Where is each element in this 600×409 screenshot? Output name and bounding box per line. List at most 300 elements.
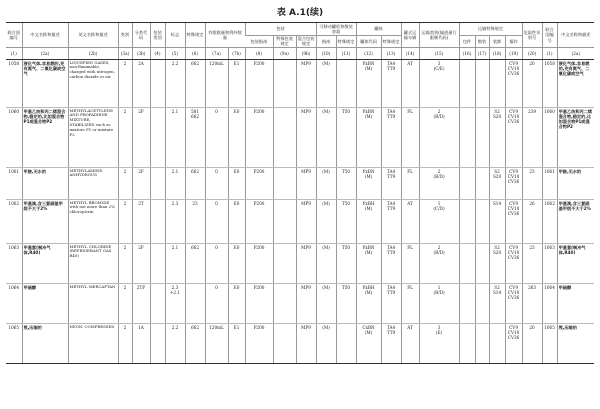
col-num: (14) [401, 48, 419, 60]
cell-line: TA4 [386, 324, 396, 330]
cell-pk-instr: P200 [245, 108, 273, 168]
cell-line: TA4 [386, 60, 396, 66]
cell-line: TT9 [386, 205, 396, 211]
cell-tank-code [356, 168, 381, 200]
cell-cat [419, 284, 459, 324]
col-num: (3b) [132, 48, 150, 60]
cell-line: +2.1 [169, 289, 181, 295]
cell-line: CV9 [509, 200, 518, 206]
cell-line: S2 [494, 244, 500, 250]
header-tank-code: 罐体代码 [356, 35, 381, 48]
cell-line: 662 [191, 113, 199, 119]
cell-lq: 0 [205, 168, 228, 200]
cell-tank-sp [336, 324, 356, 364]
cell-pg [150, 244, 165, 284]
cell-cat [419, 244, 459, 284]
cell-line: PxBN [362, 108, 375, 114]
cell-sp: 23 [185, 200, 205, 244]
cell-tank-instr: (M) [316, 324, 336, 364]
cell-class-code: 2TF [132, 284, 150, 324]
cell-line: CV36 [507, 295, 520, 300]
cell-tank-sp2 [381, 108, 401, 168]
cell-tank-sp2 [381, 284, 401, 324]
cell-line: CV10 [507, 173, 520, 179]
cell-sp [185, 108, 205, 168]
header-packing-group: 包装类别 [150, 23, 165, 48]
cell-tank-sp: T50 [336, 284, 356, 324]
cell-un2: 1064 [542, 284, 557, 324]
header-transport-category: 运输类别(隧道通行限制代码) [419, 23, 459, 48]
cell-un: 1060 [6, 108, 22, 168]
cell-line: (M) [364, 205, 373, 211]
cell-carrier: FL [401, 244, 419, 284]
cell-hazard-id: 23 [522, 168, 542, 200]
cell-class-code: 2F [132, 108, 150, 168]
cell-carrier: AT [401, 60, 419, 108]
cell-label: 2.2 [165, 324, 185, 364]
cell-line: (E) [435, 329, 443, 335]
cell-tank-instr: (M) [316, 200, 336, 244]
col-num: (7b) [228, 48, 245, 60]
cell-eq: E0 [228, 168, 245, 200]
cell-line: (B/D) [433, 113, 445, 119]
cell-line: 3 [437, 60, 441, 66]
cell-s [489, 108, 505, 168]
col-num: (20) [522, 48, 542, 60]
cell-pg [150, 60, 165, 108]
cell-hazard-id: 23 [522, 244, 542, 284]
cell-tank-sp2 [381, 60, 401, 108]
cell-bulk [475, 60, 489, 108]
cell-pk-sp [273, 108, 296, 168]
cell-name-cn2: 氖,压缩的 [557, 324, 594, 364]
cell-pk-sp [273, 200, 296, 244]
header-transport-special: 运输特殊规定 [459, 23, 522, 36]
cell-line: TA4 [386, 200, 396, 206]
cell-carrier: AT [401, 324, 419, 364]
cell-class: 2 [118, 200, 132, 244]
header-packing-instructions: 包装指南 [250, 38, 268, 44]
cell-op [505, 244, 522, 284]
cell-s [489, 284, 505, 324]
cell-name-cn: 甲基氯(制冷气体,R40) [22, 244, 68, 284]
cell-name-cn2: 甲基氯(制冷气体,R40) [557, 244, 594, 284]
cell-line: 2 [437, 168, 441, 174]
cell-eq: E0 [228, 200, 245, 244]
cell-name-cn: 甲基溴,含三氯硝基甲烷不大于2% [22, 200, 68, 244]
cell-line: TA4 [386, 108, 396, 114]
cell-mixed: MP9 [296, 200, 316, 244]
cell-class: 2 [118, 284, 132, 324]
cell-sp: 662 [185, 324, 205, 364]
col-num: (10) [316, 48, 336, 60]
cell-line: S2 [494, 108, 500, 114]
cell-tank-sp: T50 [336, 168, 356, 200]
cell-line: (B/D) [433, 173, 445, 179]
header-mixed-packing: 混合包装规定 [297, 36, 315, 47]
cell-mixed: MP9 [296, 244, 316, 284]
cell-line: TT9 [386, 249, 396, 255]
cell-eq: E0 [228, 108, 245, 168]
cell-class: 2 [118, 108, 132, 168]
col-num: (2a) [557, 48, 594, 60]
cell-pg [150, 200, 165, 244]
dangerous-goods-table [6, 22, 594, 364]
cell-line: CV10 [507, 65, 520, 71]
cell-line: CV10 [507, 113, 520, 119]
cell-line: (M) [364, 173, 373, 179]
header-bulk: 散装 [475, 35, 489, 48]
cell-label: 2.2 [165, 60, 185, 108]
cell-name-cn: 甲胺,无水的 [22, 168, 68, 200]
cell-name-en: NEON, COMPRESSED [68, 324, 118, 364]
header-special-packing: 特殊包装规定 [273, 35, 296, 48]
cell-line: CV9 [509, 108, 518, 114]
cell-tank-sp2 [381, 168, 401, 200]
cell-carrier: FL [401, 168, 419, 200]
header-un: 联合国编号 [6, 23, 22, 48]
col-num: (13) [381, 48, 401, 60]
cell-line: TT9 [386, 113, 396, 119]
cell-hazard-id: 20 [522, 324, 542, 364]
cell-line: S20 [492, 173, 502, 179]
cell-tank-code [356, 244, 381, 284]
table-row [6, 168, 594, 200]
cell-tank-instr: (M) [316, 244, 336, 284]
col-num: (12) [356, 48, 381, 60]
cell-class: 2 [118, 168, 132, 200]
cell-label: 2.1 [165, 108, 185, 168]
cell-pkg [459, 244, 475, 284]
cell-tank-instr: (M) [316, 168, 336, 200]
cell-label: 2.1 [165, 244, 185, 284]
cell-sp [185, 284, 205, 324]
header-un-2: 联合国编号 [542, 23, 557, 48]
cell-line: CV9 [509, 324, 518, 330]
cell-bulk [475, 284, 489, 324]
cell-name-en: METHYL CHLORIDE (REFRIGERANT GAS R40) [68, 244, 118, 284]
cell-line: S2 [494, 284, 500, 290]
cell-pk-sp [273, 324, 296, 364]
cell-bulk [475, 108, 489, 168]
column-number-row [6, 48, 594, 60]
cell-un: 1065 [6, 324, 22, 364]
cell-s [489, 324, 505, 364]
cell-pk-instr: P200 [245, 168, 273, 200]
cell-name-cn: 氖,压缩的 [22, 324, 68, 364]
cell-name-en: METHYL BROMIDE with not more than 2% chloropicrin [68, 200, 118, 244]
cell-un: 1062 [6, 200, 22, 244]
cell-line: TA4 [386, 168, 396, 174]
cell-s [489, 60, 505, 108]
cell-un: 1064 [6, 284, 22, 324]
cell-op [505, 324, 522, 364]
cell-tank-instr: (M) [316, 60, 336, 108]
cell-line: (M) [364, 65, 373, 71]
cell-pk-sp [273, 244, 296, 284]
cell-line: TT9 [386, 173, 396, 179]
cell-line: PxBN [362, 168, 375, 174]
cell-carrier: AT [401, 200, 419, 244]
cell-bulk [475, 168, 489, 200]
cell-line: CV36 [507, 335, 520, 340]
col-num: (8) [245, 48, 273, 60]
cell-pkg [459, 168, 475, 200]
header-limited-quantities: 有限数量和例外数量 [205, 23, 245, 48]
col-num: (9b) [296, 48, 316, 60]
col-num: (7a) [205, 48, 228, 60]
col-num: (3a) [118, 48, 132, 60]
cell-pkg [459, 284, 475, 324]
cell-class-code: 2T [132, 200, 150, 244]
cell-s: S14 [489, 200, 505, 244]
cell-line: (B/D) [433, 289, 445, 295]
cell-class: 2 [118, 244, 132, 284]
cell-cat [419, 60, 459, 108]
cell-line: PxBN [362, 244, 375, 250]
cell-op [505, 200, 522, 244]
cell-un2: 1060 [542, 108, 557, 168]
cell-line: (C/E) [433, 65, 445, 71]
cell-un2: 1061 [542, 168, 557, 200]
table-row [6, 284, 594, 324]
cell-un2: 1065 [542, 324, 557, 364]
cell-carrier: FL [401, 284, 419, 324]
cell-line: (M) [364, 289, 373, 295]
cell-sp: 662 [185, 244, 205, 284]
table-row [6, 60, 594, 108]
cell-tank-sp2 [381, 244, 401, 284]
header-carrier: 罐式运输车辆 [401, 23, 419, 48]
cell-line: TA4 [386, 244, 396, 250]
cell-line: CV9 [509, 60, 518, 66]
table-row [6, 200, 594, 244]
cell-name-cn2: 甲硫醇 [557, 284, 594, 324]
table-body [6, 60, 594, 364]
cell-tank-sp: T50 [336, 200, 356, 244]
cell-pk-instr: P200 [245, 200, 273, 244]
header-packages: 包件 [459, 35, 475, 48]
cell-cat [419, 200, 459, 244]
table-row [6, 244, 594, 284]
header-row-1 [6, 23, 594, 36]
cell-tank-sp: T50 [336, 108, 356, 168]
cell-lq: 0 [205, 108, 228, 168]
cell-tank-code [356, 60, 381, 108]
cell-s [489, 168, 505, 200]
cell-un2: 1058 [542, 60, 557, 108]
cell-lq: 120mL [205, 60, 228, 108]
col-num: (2a) [22, 48, 68, 60]
cell-line: (M) [364, 249, 373, 255]
col-num: (11) [336, 48, 356, 60]
cell-un: 1058 [6, 60, 22, 108]
cell-tank-sp [336, 60, 356, 108]
cell-bulk [475, 200, 489, 244]
cell-pk-instr: P200 [245, 244, 273, 284]
cell-un2: 1062 [542, 200, 557, 244]
col-num: (6) [185, 48, 205, 60]
cell-pk-sp [273, 168, 296, 200]
header-name-cn: 中文名称和描述 [22, 23, 68, 48]
cell-cat [419, 324, 459, 364]
cell-line: 2.3 [171, 284, 179, 290]
cell-un: 1061 [6, 168, 22, 200]
cell-pk-sp [273, 60, 296, 108]
cell-label: 2.1 [165, 168, 185, 200]
cell-lq: 0 [205, 200, 228, 244]
cell-line: TA4 [386, 284, 396, 290]
cell-name-cn2: 甲基溴,含三氯硝基甲烷不大于2% [557, 200, 594, 244]
cell-mixed: MP9 [296, 108, 316, 168]
cell-pkg [459, 200, 475, 244]
cell-tank-code [356, 200, 381, 244]
header-class-code: 分类代码 [132, 23, 150, 48]
cell-pg [150, 284, 165, 324]
cell-name-en: METHYL MERCAPTAN [68, 284, 118, 324]
cell-op [505, 60, 522, 108]
cell-lq: 0 [205, 244, 228, 284]
cell-line: CV9 [509, 284, 518, 290]
cell-mixed: MP9 [296, 284, 316, 324]
cell-pk-instr: P200 [245, 60, 273, 108]
col-num: (5) [165, 48, 185, 60]
cell-carrier: FL [401, 108, 419, 168]
cell-pg [150, 168, 165, 200]
cell-lq: 0 [205, 284, 228, 324]
cell-class-code: 2F [132, 244, 150, 284]
cell-un: 1063 [6, 244, 22, 284]
col-num: (9a) [273, 48, 296, 60]
col-num: (19) [505, 48, 522, 60]
cell-eq: E1 [228, 324, 245, 364]
cell-pk-instr: P200 [245, 324, 273, 364]
cell-tank-code [356, 324, 381, 364]
cell-tank-sp: T50 [336, 244, 356, 284]
table-title: 表 A.1(续) [276, 8, 324, 18]
cell-class-code: 1A [132, 324, 150, 364]
cell-line: CV36 [507, 71, 520, 76]
header-tank-special: 特殊规定 [336, 35, 356, 48]
cell-name-cn: 液化气体,非易燃的,充有氮气、二氧化碳或空气 [22, 60, 68, 108]
cell-line: S2 [494, 168, 500, 174]
cell-line: (M) [364, 113, 373, 119]
cell-line: PxBH [362, 200, 375, 206]
cell-eq: E0 [228, 244, 245, 284]
cell-class: 2 [118, 324, 132, 364]
cell-hazard-id: 263 [522, 284, 542, 324]
cell-name-en: METHYLAMINE, ANHYDROUS [68, 168, 118, 200]
col-num: (15) [419, 48, 459, 60]
table-row [6, 108, 594, 168]
cell-lq: 120mL [205, 324, 228, 364]
cell-line: CV36 [507, 255, 520, 260]
cell-name-cn2: 甲基乙炔和丙二烯混合物,稳定的,比如混合物P1或混合物P2 [557, 108, 594, 168]
cell-line: (M) [364, 329, 373, 335]
cell-tank-instr: (M) [316, 108, 336, 168]
cell-pkg [459, 108, 475, 168]
cell-line: 1 [437, 284, 441, 290]
cell-name-en: METHYLACETYLENE AND PROPADIENE MIXTURE, STABILIZED such as mixture P1 or mixture P2 [68, 108, 118, 168]
col-num: (4) [150, 48, 165, 60]
cell-name-cn: 甲硫醇 [22, 284, 68, 324]
cell-mixed: MP9 [296, 324, 316, 364]
cell-line: S20 [492, 249, 502, 255]
cell-sp: 662 [185, 60, 205, 108]
cell-line: PxBH [362, 284, 375, 290]
cell-cat [419, 168, 459, 200]
cell-line: 1 [437, 200, 441, 206]
cell-class-code: 2F [132, 168, 150, 200]
col-num: (1) [6, 48, 22, 60]
cell-line: (C/D) [433, 205, 445, 211]
cell-line: S14 [492, 289, 502, 295]
cell-pkg [459, 324, 475, 364]
cell-eq: E1 [228, 60, 245, 108]
cell-line: CxBN [362, 324, 375, 330]
cell-sp: 662 [185, 168, 205, 200]
col-num: (18) [489, 48, 505, 60]
cell-line: CV10 [507, 205, 520, 211]
header-hazard-id: 危险性识别号 [522, 23, 542, 48]
cell-op [505, 284, 522, 324]
cell-pk-sp [273, 284, 296, 324]
cell-line: CV10 [507, 329, 520, 335]
table-row [6, 324, 594, 364]
cell-line: PxBN [362, 60, 375, 66]
cell-un2: 1063 [542, 244, 557, 284]
col-num: (1) [542, 48, 557, 60]
cell-line: TT9 [386, 289, 396, 295]
cell-tank-instr: (M) [316, 284, 336, 324]
cell-pg [150, 108, 165, 168]
cell-eq: E0 [228, 284, 245, 324]
cell-line: (B/D) [433, 249, 445, 255]
cell-tank-code [356, 284, 381, 324]
cell-name-cn2: 甲胺,无水的 [557, 168, 594, 200]
cell-pg [150, 324, 165, 364]
header-loading: 装卸 [489, 35, 505, 48]
cell-label: 2.3 [165, 200, 185, 244]
cell-name-cn: 甲基乙炔和丙二烯混合物,稳定的,比如混合物P1或混合物P2 [22, 108, 68, 168]
cell-line: 2 [437, 108, 441, 114]
cell-label [165, 284, 185, 324]
header-tank: 罐体 [356, 23, 401, 36]
header-portable-tanks: 可移动罐柜和散装容器 [316, 23, 356, 36]
header-tank-instructions: 指南 [316, 35, 336, 48]
header-packing-group-title: 包装 [245, 23, 316, 36]
cell-pkg [459, 60, 475, 108]
header-name-cn-2: 中文名称和描述 [557, 23, 594, 48]
cell-op [505, 108, 522, 168]
header-name-en: 英文名称和描述 [68, 23, 118, 48]
cell-line: 2 [437, 244, 441, 250]
cell-bulk [475, 244, 489, 284]
cell-s [489, 244, 505, 284]
cell-bulk [475, 324, 489, 364]
cell-line: CV36 [507, 119, 520, 124]
cell-hazard-id: 239 [522, 108, 542, 168]
col-num: (2b) [68, 48, 118, 60]
col-num: (16) [459, 48, 475, 60]
cell-pk-instr: P200 [245, 284, 273, 324]
cell-name-cn2: 液化气体,非易燃的,充有氮气、二氧化碳或空气 [557, 60, 594, 108]
cell-hazard-id: 20 [522, 60, 542, 108]
cell-class: 2 [118, 60, 132, 108]
cell-class-code: 2A [132, 60, 150, 108]
header-label: 标志 [165, 23, 185, 48]
cell-line: CV9 [509, 168, 518, 174]
